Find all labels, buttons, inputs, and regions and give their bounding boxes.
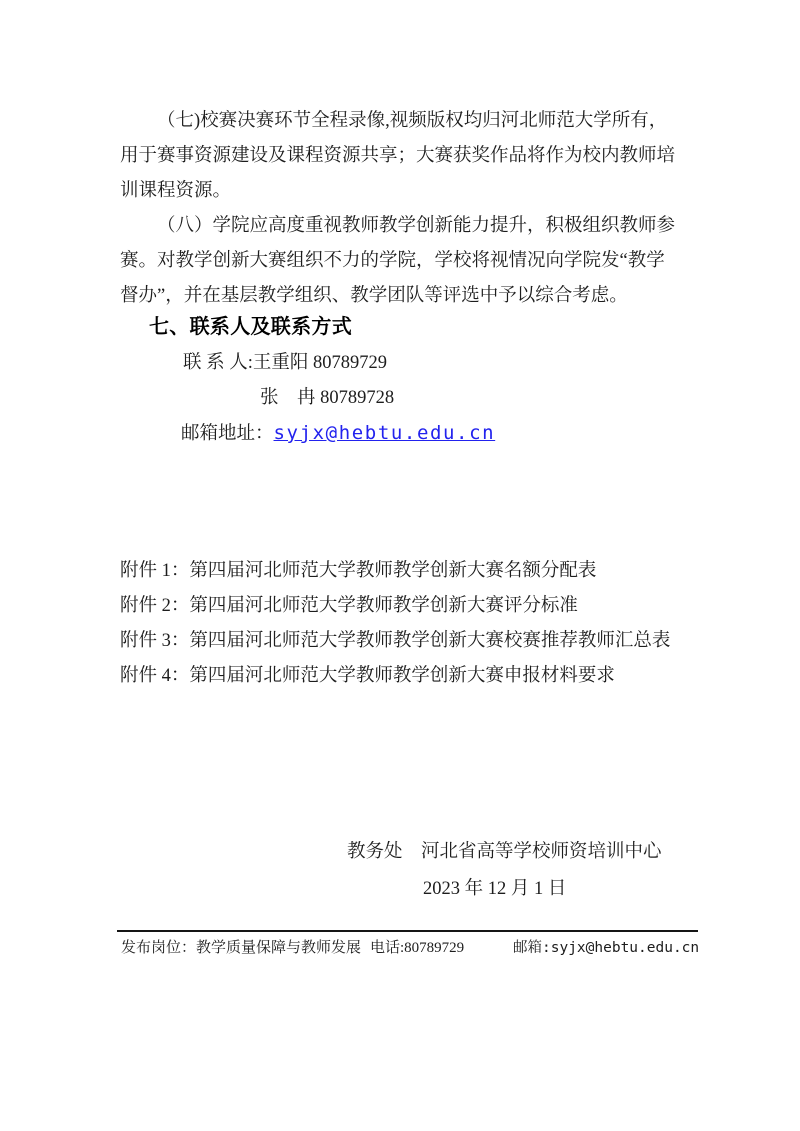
attachment-4: 附件 4：第四届河北师范大学教师教学创新大赛申报材料要求 [120, 666, 615, 686]
paragraph-eight [120, 209, 685, 314]
email-line [181, 416, 495, 452]
attachment-2: 附件 2：第四届河北师范大学教师教学创新大赛评分标准 [120, 596, 578, 616]
paragraph-line: 用于赛事资源建设及课程资源共享；大赛获奖作品将作为校内教师培 [120, 146, 676, 166]
footer-divider [117, 930, 698, 932]
paragraph-line: （八）学院应高度重视教师教学创新能力提升，积极组织教师参 [157, 216, 676, 236]
footer-email: 邮箱:syjx@hebtu.edu.cn [513, 940, 700, 956]
contact-person-1: 联 系 人:王重阳 80789729 [183, 353, 388, 373]
signature-org: 教务处 河北省高等学校师资培训中心 [347, 842, 662, 862]
paragraph-seven [120, 104, 685, 209]
section-heading: 七、联系人及联系方式 [149, 316, 352, 338]
email-label: 邮箱地址： [181, 424, 274, 444]
attachment-1: 附件 1：第四届河北师范大学教师教学创新大赛名额分配表 [120, 561, 597, 581]
email-link[interactable]: syjx@hebtu.edu.cn [273, 422, 496, 444]
contact-person-2: 张 冉 80789728 [260, 388, 395, 408]
signature-date: 2023 年 12 月 1 日 [423, 879, 567, 899]
footer-post: 发布岗位：教学质量保障与教师发展 [121, 940, 362, 956]
paragraph-line: 督办”，并在基层教学组织、教学团队等评选中予以综合考虑。 [120, 286, 628, 306]
footer-phone: 电话:80789729 [370, 940, 465, 956]
paragraph-line: 训课程资源。 [120, 181, 232, 201]
attachment-list [120, 554, 690, 694]
paragraph-line: （七)校赛决赛环节全程录像,视频版权均归河北师范大学所有， [157, 111, 668, 131]
attachment-3: 附件 3：第四届河北师范大学教师教学创新大赛校赛推荐教师汇总表 [120, 631, 671, 651]
paragraph-line: 赛。对教学创新大赛组织不力的学院，学校将视情况向学院发“教学 [120, 251, 665, 271]
